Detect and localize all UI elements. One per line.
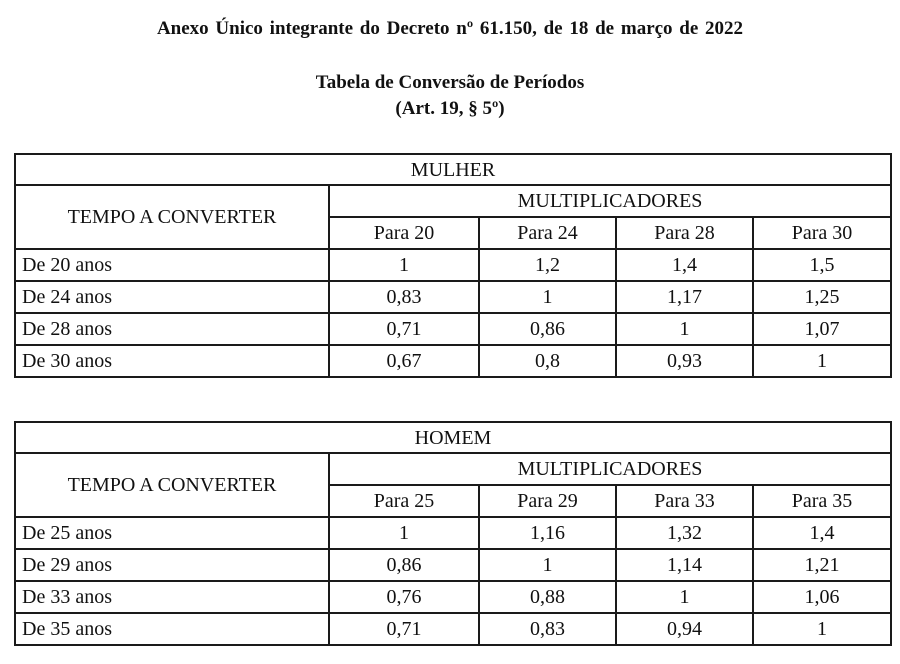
table-row xyxy=(15,313,891,345)
table-cell: 0,76 xyxy=(329,581,479,613)
table-cell: 0,8 xyxy=(479,345,616,377)
row-label: De 28 anos xyxy=(15,313,329,345)
column-header: Para 33 xyxy=(616,485,753,517)
table-cell: 1,06 xyxy=(753,581,891,613)
table-cell: 1 xyxy=(329,249,479,281)
row-label: De 30 anos xyxy=(15,345,329,377)
column-header: Para 29 xyxy=(479,485,616,517)
column-header: Para 20 xyxy=(329,217,479,249)
table-row xyxy=(15,549,891,581)
group-header: HOMEM xyxy=(15,422,891,453)
table-cell: 1,2 xyxy=(479,249,616,281)
table-row xyxy=(15,281,891,313)
group-header: MULHER xyxy=(15,154,891,185)
table-cell: 0,93 xyxy=(616,345,753,377)
conversion-table-mulher xyxy=(14,153,892,378)
table-cell: 1 xyxy=(479,549,616,581)
table-cell: 1,07 xyxy=(753,313,891,345)
table-cell: 0,94 xyxy=(616,613,753,645)
multiplicadores-header: MULTIPLICADORES xyxy=(329,453,891,485)
column-header: Para 35 xyxy=(753,485,891,517)
conversion-table-homem xyxy=(14,421,892,646)
multiplicadores-header: MULTIPLICADORES xyxy=(329,185,891,217)
table-cell: 1 xyxy=(753,613,891,645)
table-cell: 1,4 xyxy=(616,249,753,281)
document-title: Anexo Único integrante do Decreto nº 61.150, de 18 de março de 2022 xyxy=(156,18,744,39)
table-title: Tabela de Conversão de Períodos xyxy=(315,72,585,93)
table-cell: 1,14 xyxy=(616,549,753,581)
row-label: De 24 anos xyxy=(15,281,329,313)
row-label: De 35 anos xyxy=(15,613,329,645)
column-header: Para 30 xyxy=(753,217,891,249)
tempo-header: TEMPO A CONVERTER xyxy=(15,185,329,249)
column-header: Para 25 xyxy=(329,485,479,517)
row-label: De 20 anos xyxy=(15,249,329,281)
table-subtitle: (Art. 19, § 5º) xyxy=(395,98,505,119)
row-label: De 33 anos xyxy=(15,581,329,613)
table-cell: 0,67 xyxy=(329,345,479,377)
table-cell: 1,21 xyxy=(753,549,891,581)
table-cell: 0,71 xyxy=(329,613,479,645)
table-row xyxy=(15,581,891,613)
table-cell: 1,32 xyxy=(616,517,753,549)
table-cell: 0,71 xyxy=(329,313,479,345)
table-cell: 0,86 xyxy=(329,549,479,581)
table-cell: 1,16 xyxy=(479,517,616,549)
table-cell: 1 xyxy=(753,345,891,377)
row-label: De 29 anos xyxy=(15,549,329,581)
tempo-header: TEMPO A CONVERTER xyxy=(15,453,329,517)
table-cell: 1,25 xyxy=(753,281,891,313)
table-cell: 1 xyxy=(329,517,479,549)
column-header: Para 28 xyxy=(616,217,753,249)
table-cell: 0,88 xyxy=(479,581,616,613)
table-cell: 0,83 xyxy=(479,613,616,645)
table-row xyxy=(15,249,891,281)
table-cell: 1 xyxy=(616,581,753,613)
table-cell: 1,17 xyxy=(616,281,753,313)
table-row xyxy=(15,345,891,377)
table-row xyxy=(15,613,891,645)
row-label: De 25 anos xyxy=(15,517,329,549)
table-cell: 1 xyxy=(616,313,753,345)
table-cell: 0,86 xyxy=(479,313,616,345)
table-row xyxy=(15,517,891,549)
table-cell: 1 xyxy=(479,281,616,313)
table-cell: 1,5 xyxy=(753,249,891,281)
column-header: Para 24 xyxy=(479,217,616,249)
table-cell: 0,83 xyxy=(329,281,479,313)
table-cell: 1,4 xyxy=(753,517,891,549)
